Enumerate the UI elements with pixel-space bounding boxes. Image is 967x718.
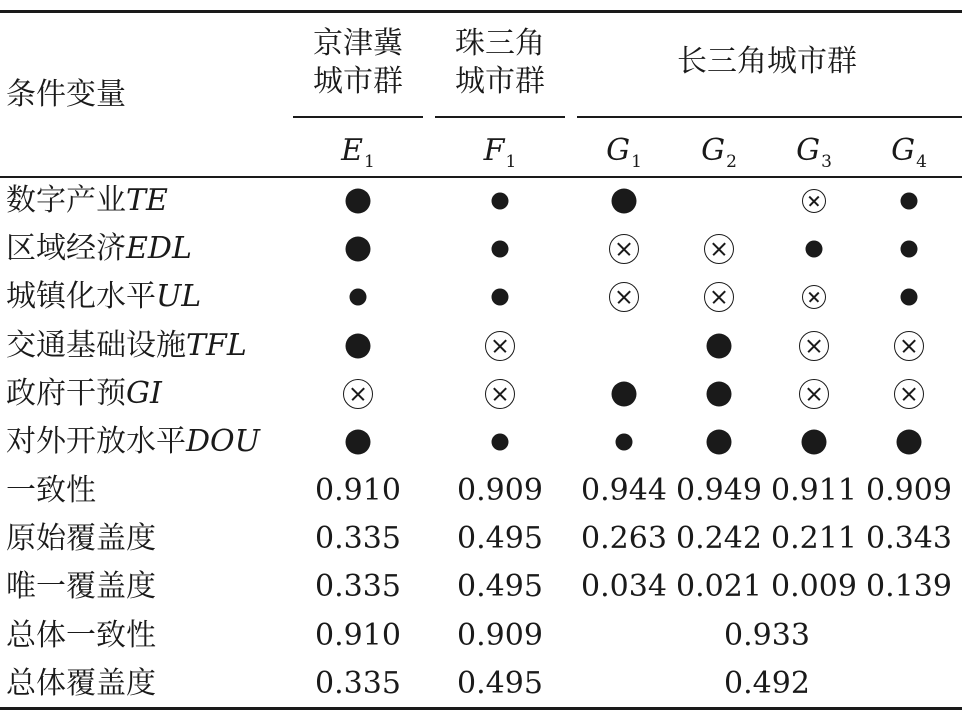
raw-coverage-g4: 0.343 <box>866 521 952 556</box>
condition-symbol-dou-g3-big <box>802 430 827 455</box>
condition-symbol-te-g4-small <box>901 193 918 210</box>
condition-symbol-edl-g3-small <box>806 241 823 258</box>
raw-coverage-g3: 0.211 <box>771 521 857 556</box>
config-header-g1: $G_1$ <box>606 133 642 172</box>
condition-symbol-te-f1-small <box>492 193 509 210</box>
consistency-e1: 0.910 <box>315 473 401 508</box>
condition-symbol-dou-f1-small <box>492 434 509 451</box>
row-label-te: 数字产业TE <box>6 183 168 218</box>
raw-coverage-f1: 0.495 <box>457 521 543 556</box>
overall-coverage-csj: 0.492 <box>724 666 810 701</box>
group-header-jjj-line2: 城市群 <box>313 64 403 99</box>
condition-variable-header: 条件变量 <box>6 77 126 112</box>
condition-symbol-gi-g2-big <box>707 382 732 407</box>
condition-symbol-ul-g3-xsmall <box>802 285 826 309</box>
table-top-rule <box>0 10 962 13</box>
config-header-f1: $F_1$ <box>483 133 517 172</box>
condition-symbol-tfl-g2-big <box>707 334 732 359</box>
overall-coverage-zsj: 0.495 <box>457 666 543 701</box>
condition-symbol-ul-e1-small <box>350 289 367 306</box>
row-label-overall-coverage: 总体覆盖度 <box>6 666 156 701</box>
unique-coverage-g4: 0.139 <box>866 569 952 604</box>
group-underline-zsj <box>435 116 565 118</box>
condition-symbol-gi-g4-xbig <box>894 379 924 409</box>
condition-symbol-gi-f1-xbig <box>485 379 515 409</box>
config-header-g3: $G_3$ <box>796 133 832 172</box>
unique-coverage-g3: 0.009 <box>771 569 857 604</box>
condition-symbol-tfl-f1-xbig <box>485 331 515 361</box>
condition-symbol-edl-g1-xbig <box>609 234 639 264</box>
row-label-overall-consistency: 总体一致性 <box>6 618 156 653</box>
unique-coverage-e1: 0.335 <box>315 569 401 604</box>
consistency-g2: 0.949 <box>676 473 762 508</box>
consistency-g4: 0.909 <box>866 473 952 508</box>
row-label-tfl: 交通基础设施TFL <box>6 328 247 363</box>
config-header-g2: $G_2$ <box>701 133 737 172</box>
row-label-consistency: 一致性 <box>6 473 96 508</box>
raw-coverage-g1: 0.263 <box>581 521 667 556</box>
raw-coverage-g2: 0.242 <box>676 521 762 556</box>
group-header-jjj-line1: 京津冀 <box>313 26 403 61</box>
config-header-e1: $E_1$ <box>341 133 375 172</box>
table-bottom-rule <box>0 707 962 710</box>
condition-symbol-tfl-g3-xbig <box>799 331 829 361</box>
group-header-csj: 长三角城市群 <box>677 44 857 79</box>
condition-symbol-dou-g4-big <box>897 430 922 455</box>
unique-coverage-g2: 0.021 <box>676 569 762 604</box>
condition-symbol-te-g3-xsmall <box>802 189 826 213</box>
overall-consistency-csj: 0.933 <box>724 618 810 653</box>
consistency-f1: 0.909 <box>457 473 543 508</box>
condition-symbol-dou-g1-small <box>616 434 633 451</box>
config-header-g4: $G_4$ <box>891 133 927 172</box>
unique-coverage-f1: 0.495 <box>457 569 543 604</box>
group-underline-csj <box>577 116 962 118</box>
unique-coverage-g1: 0.034 <box>581 569 667 604</box>
condition-symbol-gi-g3-xbig <box>799 379 829 409</box>
condition-symbol-ul-f1-small <box>492 289 509 306</box>
consistency-g1: 0.944 <box>581 473 667 508</box>
overall-coverage-jjj: 0.335 <box>315 666 401 701</box>
condition-symbol-ul-g1-xbig <box>609 282 639 312</box>
condition-symbol-te-e1-big <box>346 189 371 214</box>
row-label-raw-coverage: 原始覆盖度 <box>6 521 156 556</box>
row-label-ul: 城镇化水平UL <box>6 279 202 314</box>
group-header-zsj-line2: 城市群 <box>455 64 545 99</box>
condition-symbol-edl-g4-small <box>901 241 918 258</box>
condition-symbol-ul-g2-xbig <box>704 282 734 312</box>
condition-symbol-tfl-e1-big <box>346 334 371 359</box>
raw-coverage-e1: 0.335 <box>315 521 401 556</box>
group-header-zsj-line1: 珠三角 <box>455 26 545 61</box>
overall-consistency-zsj: 0.909 <box>457 618 543 653</box>
row-label-gi: 政府干预GI <box>6 376 162 411</box>
consistency-g3: 0.911 <box>771 473 857 508</box>
group-underline-jjj <box>293 116 423 118</box>
overall-consistency-jjj: 0.910 <box>315 618 401 653</box>
row-label-edl: 区域经济EDL <box>6 231 192 266</box>
condition-symbol-te-g1-big <box>612 189 637 214</box>
condition-symbol-tfl-g4-xbig <box>894 331 924 361</box>
condition-symbol-ul-g4-small <box>901 289 918 306</box>
condition-symbol-edl-f1-small <box>492 241 509 258</box>
condition-symbol-dou-e1-big <box>346 430 371 455</box>
condition-symbol-edl-e1-big <box>346 237 371 262</box>
condition-symbol-gi-g1-big <box>612 382 637 407</box>
condition-symbol-dou-g2-big <box>707 430 732 455</box>
row-label-unique-coverage: 唯一覆盖度 <box>6 569 156 604</box>
condition-symbol-edl-g2-xbig <box>704 234 734 264</box>
row-label-dou: 对外开放水平DOU <box>6 424 260 459</box>
condition-symbol-gi-e1-xbig <box>343 379 373 409</box>
